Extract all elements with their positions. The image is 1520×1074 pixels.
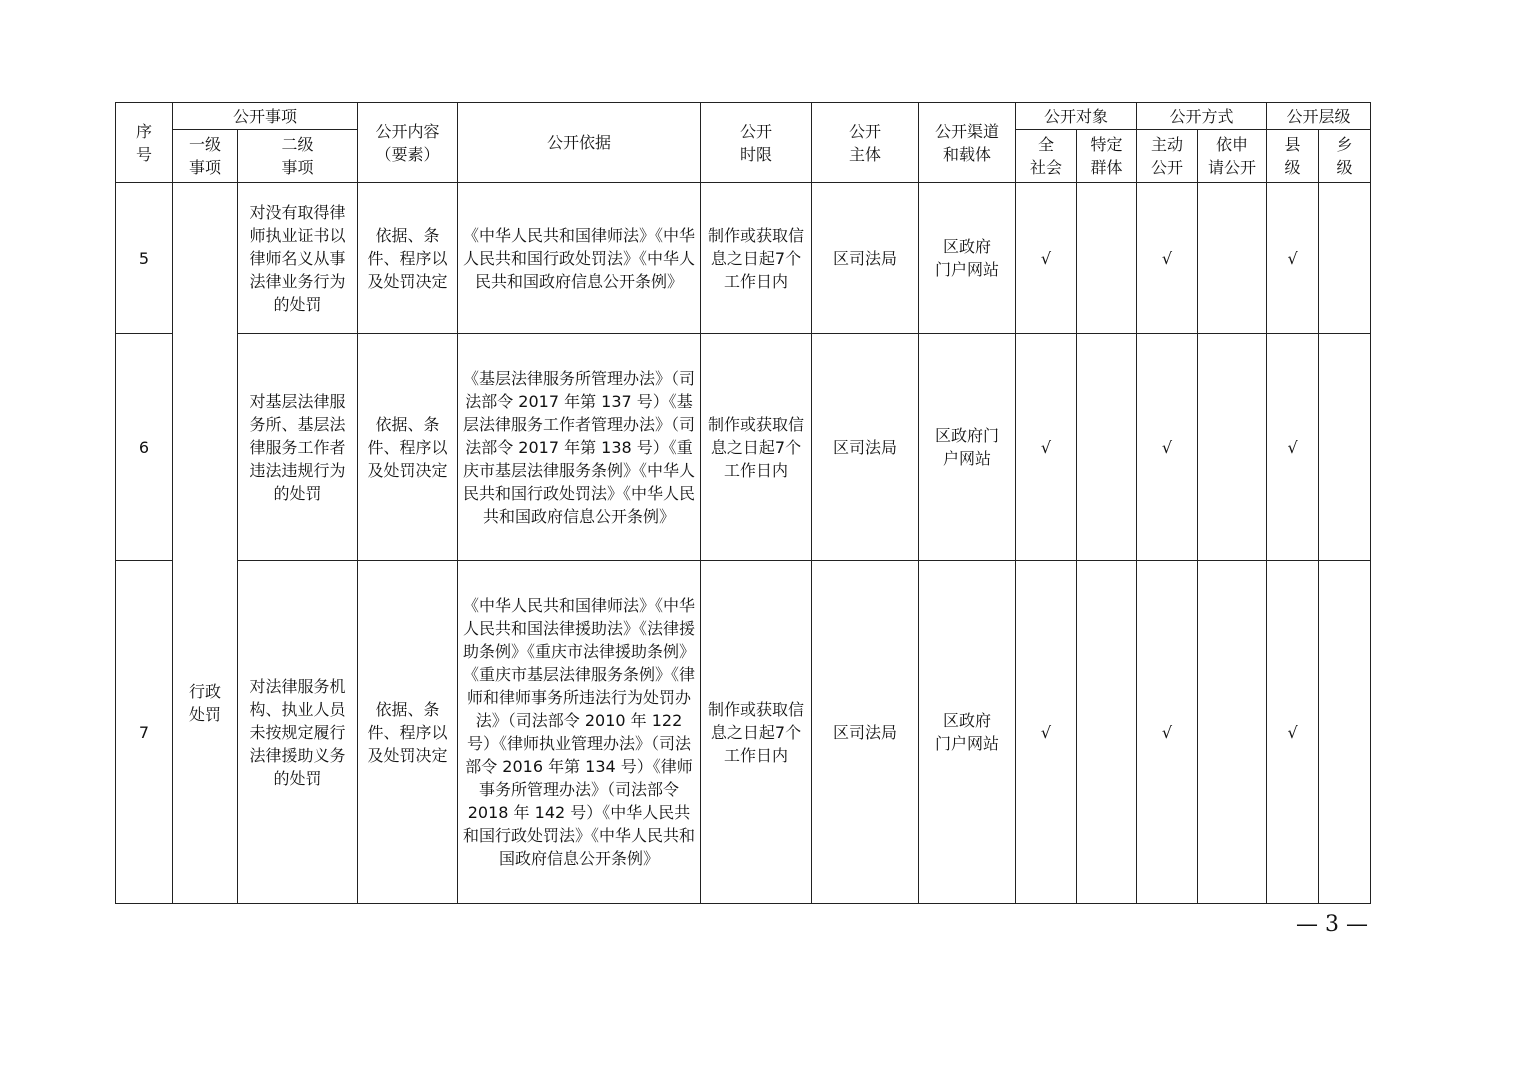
- row-check-active: √: [1137, 334, 1198, 561]
- row-deadline: 制作或获取信息之日起7个工作日内: [701, 334, 812, 561]
- row-check-group: [1077, 561, 1137, 904]
- header-seq: 序 号: [116, 103, 173, 183]
- header-target: 公开对象: [1016, 103, 1137, 130]
- header-basis: 公开依据: [458, 103, 701, 183]
- header-subject: 公开 主体: [812, 103, 919, 183]
- row-basis: 《中华人民共和国律师法》《中华人民共和国行政处罚法》《中华人民共和国政府信息公开条例》: [458, 183, 701, 334]
- header-deadline: 公开 时限: [701, 103, 812, 183]
- page-number: — 3 —: [1296, 912, 1368, 937]
- row-deadline: 制作或获取信息之日起7个工作日内: [701, 183, 812, 334]
- header-target-all: 全 社会: [1016, 130, 1077, 183]
- row-check-active: √: [1137, 183, 1198, 334]
- row-channel: 区政府 门户网站: [919, 561, 1016, 904]
- row-check-group: [1077, 183, 1137, 334]
- row-content: 依据、条件、程序以及处罚决定: [358, 561, 458, 904]
- row-check-group: [1077, 334, 1137, 561]
- row-subject: 区司法局: [812, 183, 919, 334]
- category-cell: 行政 处罚: [173, 183, 238, 904]
- table-row: [116, 334, 1371, 561]
- row-seq: 7: [116, 561, 173, 904]
- header-level-town: 乡 级: [1319, 130, 1371, 183]
- row-content: 依据、条件、程序以及处罚决定: [358, 183, 458, 334]
- row-check-all: √: [1016, 183, 1077, 334]
- row-seq: 5: [116, 183, 173, 334]
- row-check-town: [1319, 183, 1371, 334]
- disclosure-table: [115, 102, 1371, 904]
- header-method: 公开方式: [1137, 103, 1267, 130]
- row-item: 对基层法律服务所、基层法律服务工作者违法违规行为的处罚: [238, 334, 358, 561]
- header-level2: 二级 事项: [238, 130, 358, 183]
- row-subject: 区司法局: [812, 561, 919, 904]
- row-subject: 区司法局: [812, 334, 919, 561]
- row-check-apply: [1198, 334, 1267, 561]
- row-check-town: [1319, 561, 1371, 904]
- row-item: 对法律服务机构、执业人员未按规定履行法律援助义务的处罚: [238, 561, 358, 904]
- header-method-active: 主动 公开: [1137, 130, 1198, 183]
- row-check-county: √: [1267, 561, 1319, 904]
- row-deadline: 制作或获取信息之日起7个工作日内: [701, 561, 812, 904]
- row-check-all: √: [1016, 334, 1077, 561]
- row-check-all: √: [1016, 561, 1077, 904]
- row-basis: 《基层法律服务所管理办法》（司法部令 2017 年第 137 号）《基层法律服务工作者管理办法》（司法部令 2017 年第 138 号）《重庆市基层法律服务条例》《中华人民共和国行政处罚法》《中华人民共和国政府信息公开条例》: [458, 334, 701, 561]
- row-check-apply: [1198, 183, 1267, 334]
- row-check-county: √: [1267, 183, 1319, 334]
- header-channel: 公开渠道 和载体: [919, 103, 1016, 183]
- row-check-county: √: [1267, 334, 1319, 561]
- header-matter: 公开事项: [173, 103, 358, 130]
- header-content: 公开内容 （要素）: [358, 103, 458, 183]
- row-check-town: [1319, 334, 1371, 561]
- row-channel: 区政府门 户网站: [919, 334, 1016, 561]
- row-seq: 6: [116, 334, 173, 561]
- row-item: 对没有取得律师执业证书以律师名义从事法律业务行为的处罚: [238, 183, 358, 334]
- row-check-apply: [1198, 561, 1267, 904]
- table-row: [116, 183, 1371, 334]
- header-level: 公开层级: [1267, 103, 1371, 130]
- row-check-active: √: [1137, 561, 1198, 904]
- row-basis: 《中华人民共和国律师法》《中华人民共和国法律援助法》《法律援助条例》《重庆市法律援助条例》《重庆市基层法律服务条例》《律师和律师事务所违法行为处罚办法》（司法部令 2010 年 122 号）《律师执业管理办法》（司法部令 2016 年第 134 号）《律师事务所管理办法》（司法部令 2018 年 142 号）《中华人民共和国行政处罚法》《中华人民共和国政府信息公开条例》: [458, 561, 701, 904]
- header-level-county: 县 级: [1267, 130, 1319, 183]
- table-row: [116, 561, 1371, 904]
- header-target-group: 特定 群体: [1077, 130, 1137, 183]
- header-level1: 一级 事项: [173, 130, 238, 183]
- header-method-apply: 依申 请公开: [1198, 130, 1267, 183]
- row-channel: 区政府 门户网站: [919, 183, 1016, 334]
- row-content: 依据、条件、程序以及处罚决定: [358, 334, 458, 561]
